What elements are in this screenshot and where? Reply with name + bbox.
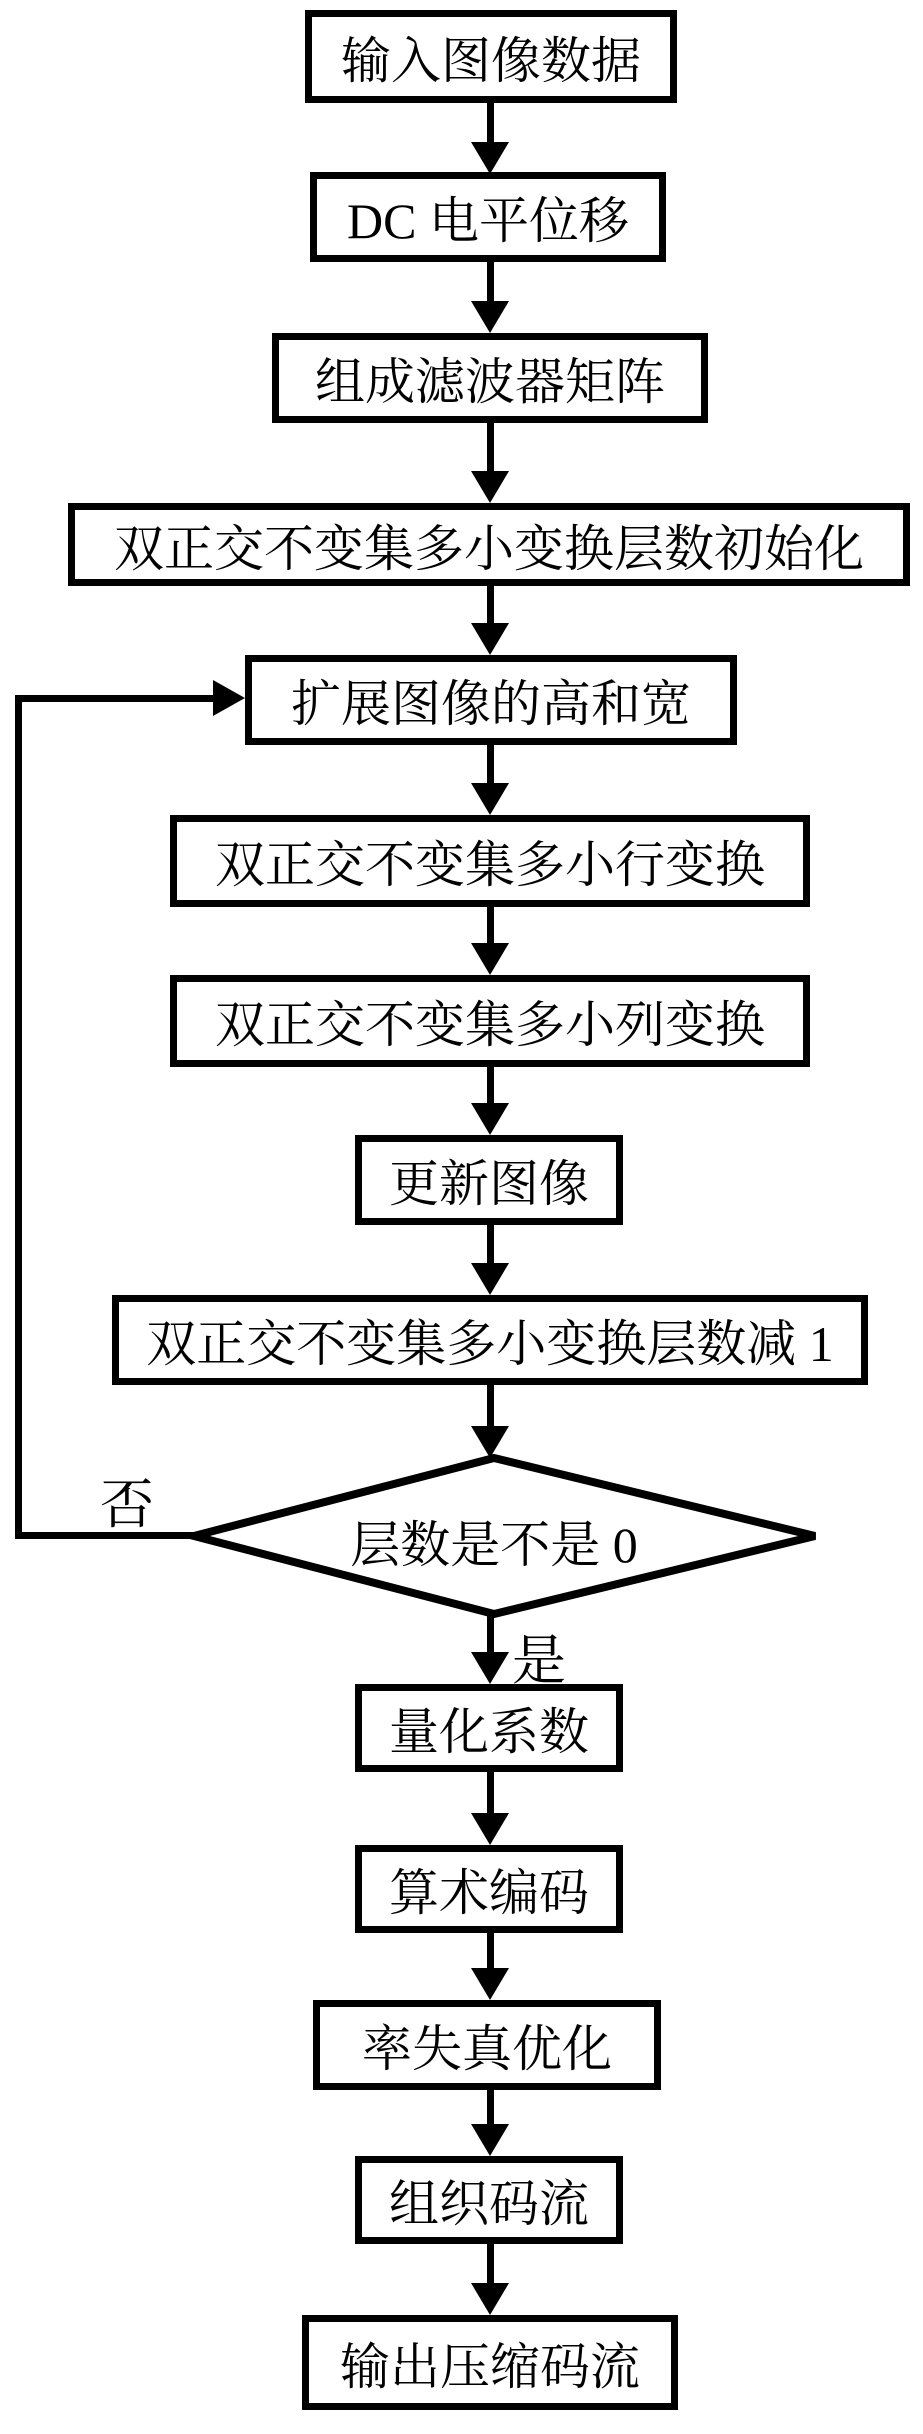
node-input-image-data (305, 10, 677, 103)
arrow-decision-to-quantize-shaft (487, 1612, 494, 1654)
node-label: 更新图像 (389, 1156, 589, 1212)
node-rate-distortion-optimization (313, 2000, 661, 2090)
node-label: 率失真优化 (362, 2021, 612, 2077)
arrow-extend-to-row-head (471, 783, 509, 815)
node-decrement-levels (112, 1295, 868, 1385)
node-output-compressed-bitstream (302, 2315, 678, 2410)
arrow-arith-to-rd-head (471, 1968, 509, 2000)
node-row-transform (170, 815, 810, 907)
node-extend-image-size (245, 655, 737, 745)
arrow-update-to-decrement-shaft (487, 1223, 494, 1265)
node-organize-bitstream (355, 2156, 623, 2244)
node-quantize-coefficients (355, 1684, 623, 1772)
arrow-col-to-update-head (471, 1103, 509, 1135)
arrow-input-to-dc-shaft (487, 101, 494, 144)
node-label: 量化系数 (389, 1704, 589, 1760)
arrow-decrement-to-decision-head (471, 1426, 509, 1458)
arrow-filter-to-init-head (471, 471, 509, 503)
feedback-loop-arrow-head (213, 680, 245, 716)
arrow-filter-to-init-shaft (487, 421, 494, 473)
arrow-arith-to-rd-shaft (487, 1931, 494, 1970)
arrow-row-to-col-shaft (487, 905, 494, 945)
node-label: 组织码流 (389, 2176, 589, 2232)
node-label: DC 电平位移 (347, 193, 629, 249)
node-label: 输入图像数据 (341, 32, 641, 89)
arrow-decision-to-quantize-head (471, 1652, 509, 1684)
arrow-dc-to-filter-head (471, 301, 509, 333)
arrow-init-to-extend-head (471, 623, 509, 655)
arrow-col-to-update-shaft (487, 1065, 494, 1105)
arrow-rd-to-organize-shaft (487, 2088, 494, 2126)
arrow-quantize-to-arith-head (471, 1813, 509, 1845)
node-label: 双正交不变集多小行变换 (215, 837, 765, 893)
node-label: 双正交不变集多小列变换 (215, 997, 765, 1053)
node-update-image (355, 1135, 623, 1225)
arrow-row-to-col-head (471, 943, 509, 975)
node-label: 双正交不变集多小变换层数初始化 (114, 520, 864, 577)
node-arithmetic-coding (355, 1845, 623, 1933)
arrow-input-to-dc-head (471, 142, 509, 174)
arrow-rd-to-organize-head (471, 2124, 509, 2156)
node-compose-filter-matrix (272, 333, 708, 423)
feedback-loop-vertical-segment (15, 695, 22, 1539)
arrow-organize-to-output-shaft (487, 2242, 494, 2285)
node-init-transform-levels (68, 503, 910, 586)
arrow-dc-to-filter-shaft (487, 260, 494, 303)
arrow-organize-to-output-head (471, 2283, 509, 2315)
feedback-loop-top-segment (15, 695, 217, 702)
node-decision-is-level-zero: 层数是不是 0 (350, 1517, 638, 1573)
arrow-decrement-to-decision-shaft (487, 1383, 494, 1428)
node-label: 双正交不变集多小变换层数减 1 (146, 1316, 834, 1372)
node-dc-level-shift (310, 172, 666, 262)
arrow-extend-to-row-shaft (487, 743, 494, 785)
arrow-update-to-decrement-head (471, 1263, 509, 1295)
branch-label-no: 否 (100, 1475, 154, 1535)
arrow-init-to-extend-shaft (487, 584, 494, 625)
node-label: 组成滤波器矩阵 (315, 354, 665, 410)
node-col-transform (170, 975, 810, 1067)
node-label: 扩展图像的高和宽 (291, 676, 691, 732)
node-label: 输出压缩码流 (340, 2338, 640, 2395)
arrow-quantize-to-arith-shaft (487, 1770, 494, 1815)
node-label: 算术编码 (389, 1865, 589, 1921)
branch-label-yes: 是 (512, 1631, 566, 1691)
